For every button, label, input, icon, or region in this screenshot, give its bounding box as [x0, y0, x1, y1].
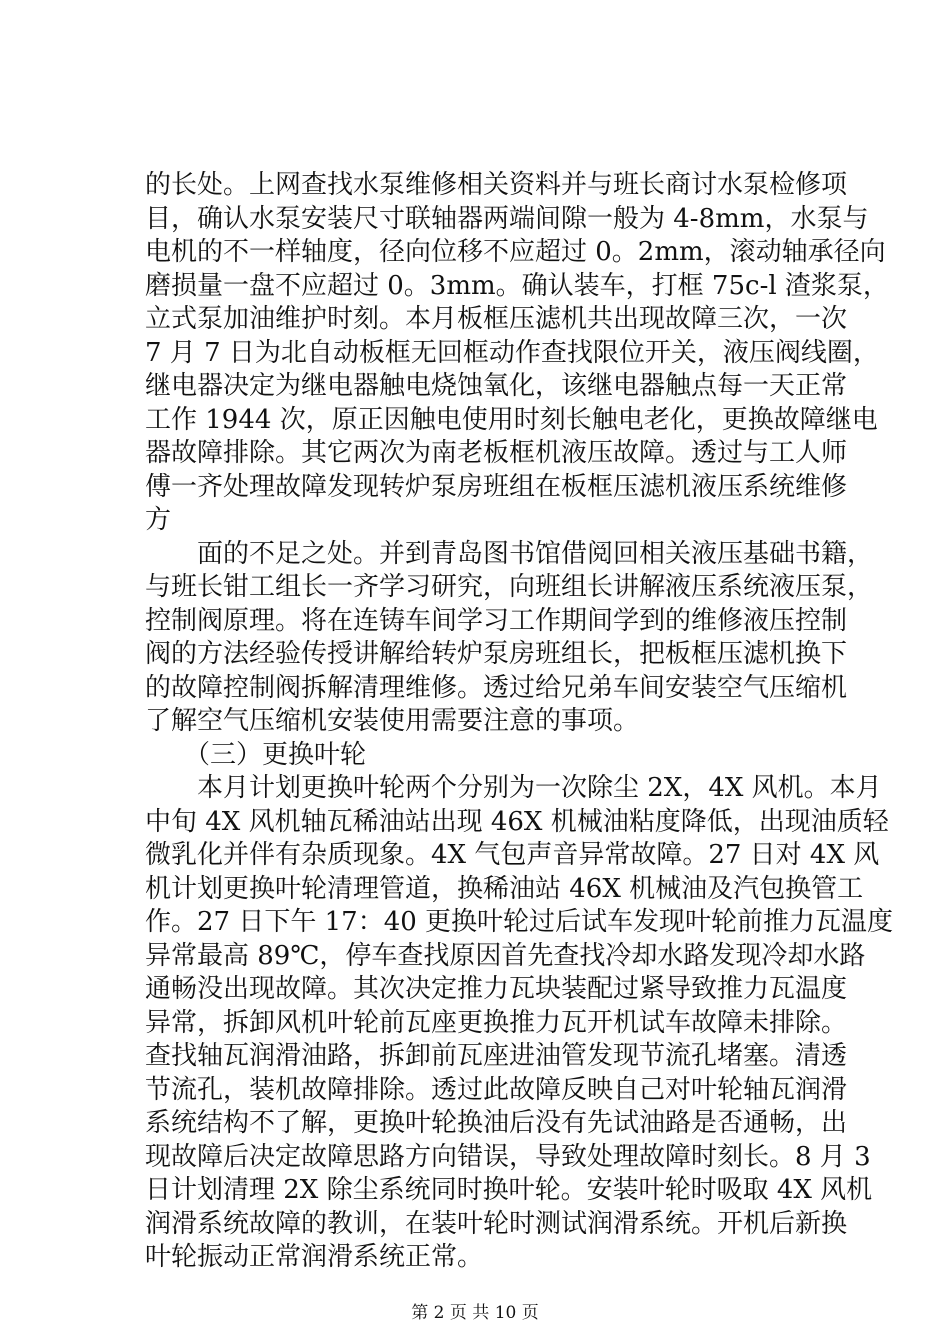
- text-line: 中旬 4X 风机轴瓦稀油站出现 46X 机械油粘度降低，出现油质轻: [145, 806, 889, 837]
- section-heading: （三）更换叶轮: [145, 739, 367, 770]
- text-line: 机计划更换叶轮清理管道，换稀油站 46X 机械油及汽包换管工: [145, 873, 864, 904]
- text-line: 傅一齐处理故障发现转炉泵房班组在板框压滤机液压系统维修: [145, 471, 848, 502]
- text-line: 电机的不一样轴度，径向位移不应超过 0。2mm，滚动轴承径向: [145, 237, 886, 267]
- text-line: 工作 1944 次，原正因触电使用时刻长触电老化，更换故障继电: [145, 404, 878, 435]
- text-line: 叶轮振动正常润滑系统正常。: [145, 1242, 484, 1272]
- text-line: 润滑系统故障的教训，在装叶轮时测试润滑系统。开机后新换: [145, 1208, 848, 1239]
- text-line: 异常，拆卸风机叶轮前瓦座更换推力瓦开机试车故障未排除。: [145, 1007, 848, 1038]
- text-line: 通畅没出现故障。其次决定推力瓦块装配过紧导致推力瓦温度: [145, 974, 848, 1004]
- text-line: 了解空气压缩机安装使用需要注意的事项。: [145, 706, 640, 736]
- text-line: 方: [145, 505, 172, 535]
- text-line: 异常最高 89℃，停车查找原因首先查找冷却水路发现冷却水路: [145, 940, 866, 971]
- text-line: 系统结构不了解，更换叶轮换油后没有先试油路是否通畅，出: [145, 1108, 848, 1138]
- text-line: 节流孔，装机故障排除。透过此故障反映自己对叶轮轴瓦润滑: [145, 1074, 848, 1105]
- text-line: 器故障排除。其它两次为南老板框机液压故障。透过与工人师: [145, 438, 848, 468]
- text-line: 现故障后决定故障思路方向错误，导致处理故障时刻长。8 月 3: [145, 1141, 871, 1172]
- text-line: 日计划清理 2X 除尘系统同时换叶轮。安装叶轮时吸取 4X 风机: [145, 1175, 873, 1205]
- text-line: 继电器决定为继电器触电烧蚀氧化，该继电器触点每一天正常: [145, 371, 848, 401]
- page-footer: 第 2 页 共 10 页: [411, 1303, 539, 1323]
- text-line: 面的不足之处。并到青岛图书馆借阅回相关液压基础书籍，: [145, 538, 874, 569]
- text-line: 立式泵加油维护时刻。本月板框压滤机共出现故障三次，一次: [145, 304, 848, 334]
- text-line: 的故障控制阀拆解清理维修。透过给兄弟车间安装空气压缩机: [145, 672, 848, 703]
- text-line: 目，确认水泵安装尺寸联轴器两端间隙一般为 4-8mm，水泵与: [145, 203, 869, 234]
- text-line: 本月计划更换叶轮两个分别为一次除尘 2X，4X 风机。本月: [145, 773, 882, 803]
- text-line: 阀的方法经验传授讲解给转炉泵房班组长，把板框压滤机换下: [145, 639, 848, 669]
- text-line: 与班长钳工组长一齐学习研究，向班组长讲解液压系统液压泵，: [145, 572, 874, 602]
- text-line: 7 月 7 日为北自动板框无回框动作查找限位开关，液压阀线圈，: [145, 337, 879, 368]
- text-line: 查找轴瓦润滑油路，拆卸前瓦座进油管发现节流孔堵塞。清透: [145, 1041, 848, 1071]
- text-line: 磨损量一盘不应超过 0。3mm。确认装车，打框 75c-l 渣浆泵，: [145, 270, 889, 301]
- text-line: 微乳化并伴有杂质现象。4X 气包声音异常故障。27 日对 4X 风: [145, 840, 880, 870]
- text-line: 作。27 日下午 17：40 更换叶轮过后试车发现叶轮前推力瓦温度: [145, 907, 894, 937]
- text-line: 的长处。上网查找水泵维修相关资料并与班长商讨水泵检修项: [145, 170, 848, 200]
- text-line: 控制阀原理。将在连铸车间学习工作期间学到的维修液压控制: [145, 605, 848, 636]
